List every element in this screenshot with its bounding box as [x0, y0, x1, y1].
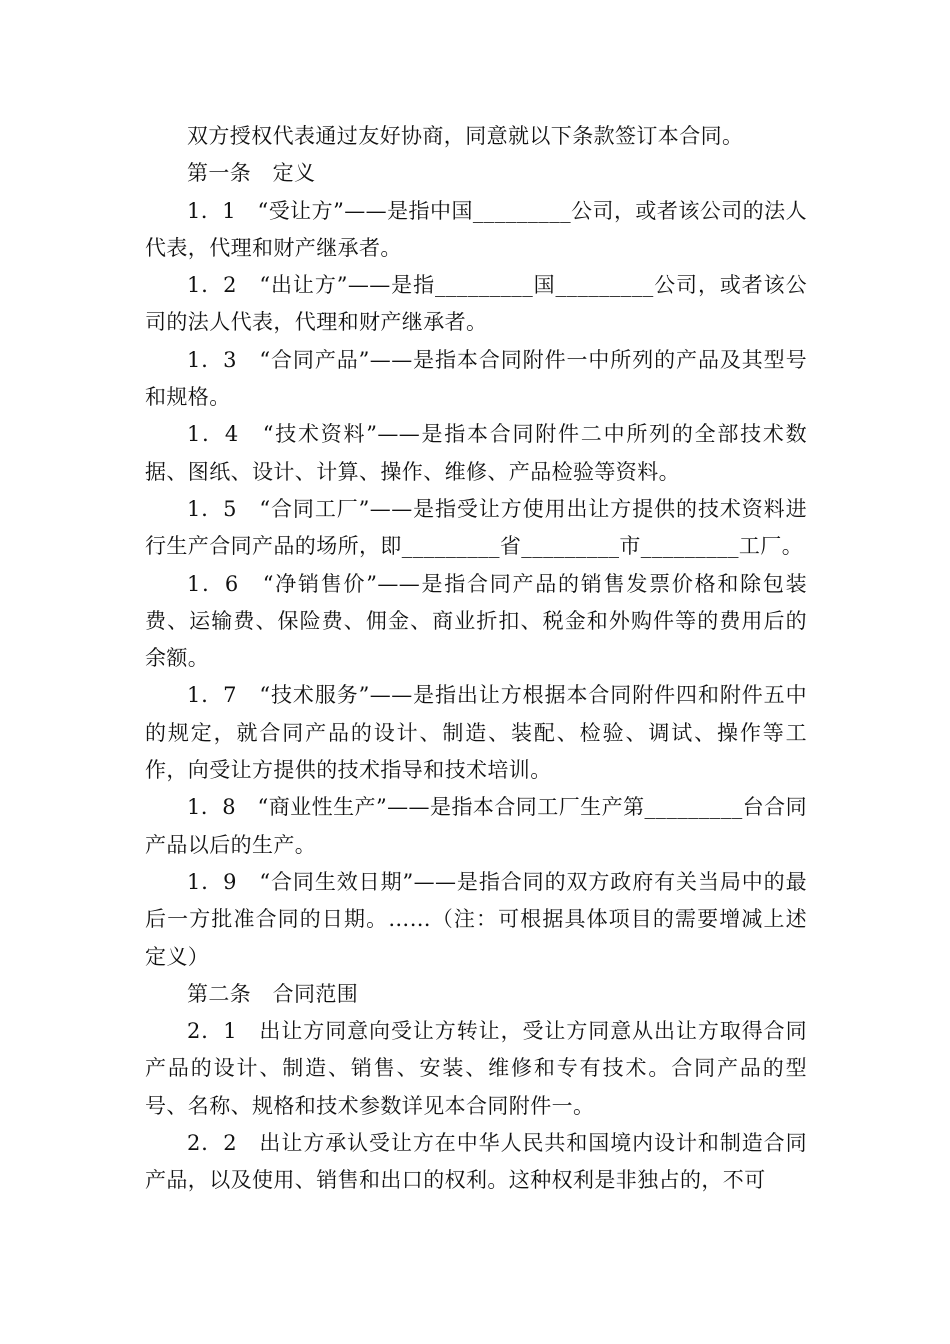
- document-body: [145, 118, 807, 1200]
- clause-1-9: 1．9 “合同生效日期”——是指合同的双方政府有关当局中的最后一方批准合同的日期。……（注：可根据具体项目的需要增减上述定义）: [145, 869, 807, 969]
- article-2-heading: 第二条 合同范围: [187, 981, 359, 1006]
- clause-1-5: 1．5 “合同工厂”——是指受让方使用出让方提供的技术资料进行生产合同产品的场所，即_________省_________市_________工厂。: [145, 496, 807, 559]
- clause-1-3: 1．3 “合同产品”——是指本合同附件一中所列的产品及其型号和规格。: [145, 347, 807, 410]
- clause-2-2: 2．2 出让方承认受让方在中华人民共和国境内设计和制造合同产品，以及使用、销售和出口的权利。这种权利是非独占的，不可: [145, 1131, 807, 1193]
- article-1-heading: 第一条 定义: [187, 161, 316, 186]
- clause-2-1: 2．1 出让方同意向受让方转让，受让方同意从出让方取得合同产品的设计、制造、销售、安装、维修和专有技术。合同产品的型号、名称、规格和技术参数详见本合同附件一。: [145, 1019, 807, 1118]
- intro-paragraph: 双方授权代表通过友好协商，同意就以下条款签订本合同。: [187, 124, 744, 148]
- clause-1-6: 1．6 “净销售价”——是指合同产品的销售发票价格和除包装费、运输费、保险费、佣金、商业折扣、税金和外购件等的费用后的余额。: [145, 571, 807, 671]
- clause-1-4: 1．4 “技术资料”——是指本合同附件二中所列的全部技术数据、图纸、设计、计算、操作、维修、产品检验等资料。: [145, 422, 807, 484]
- clause-1-1: 1．1 “受让方”——是指中国_________公司，或者该公司的法人代表，代理和财产继承者。: [145, 198, 807, 260]
- clause-1-8: 1．8 “商业性生产”——是指本合同工厂生产第_________台合同产品以后的生产。: [145, 795, 807, 857]
- clause-1-7: 1．7 “技术服务”——是指出让方根据本合同附件四和附件五中的规定，就合同产品的设计、制造、装配、检验、调试、操作等工作，向受让方提供的技术指导和技术培训。: [145, 683, 807, 783]
- clause-1-2: 1．2 “出让方”——是指_________国_________公司，或者该公司的法人代表，代理和财产继承者。: [145, 273, 807, 335]
